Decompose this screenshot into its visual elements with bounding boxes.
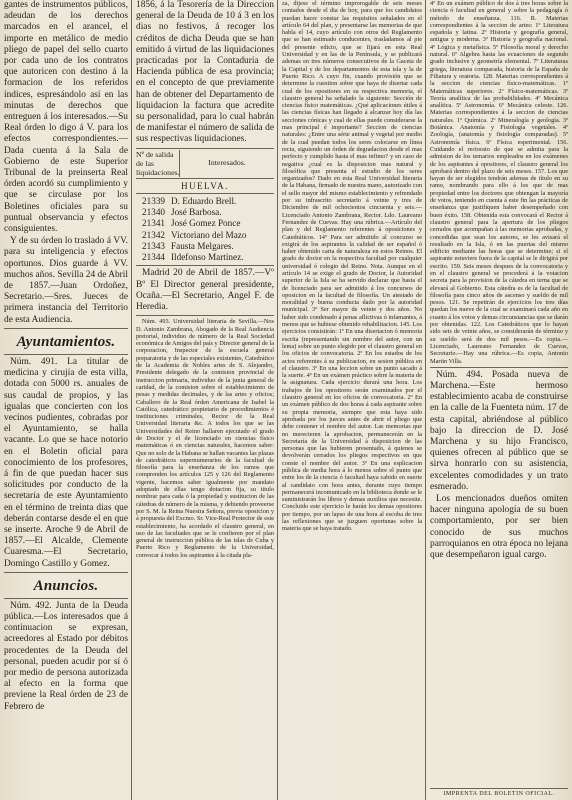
university-regulations-text: 4º En un exámen público de dos á tres horas sobre la ciencia ó facultad en general y sobre la pedagogía ó método de enseñanza. 116. R. Materias correspondientes á la seccion de artes: 1º Literatura española y latina. 2º Historia y geografía general, antigua y moderna. 3º Historia y geografía nacional. 4º Lógica y metafísica. 5º Filosofía moral y derecho natural. 6º Algebra hasta las ecuaciones de segundo grado inclusive y geometría elemental. 7º Literaturas griega, literatura comparada, historia de la España de Filiatura y oratoria. 128. Materias correspondientes á la seccion de ciencias físico-matemáticas. 1º Matemáticas superiores. 2º Físico-matemáticas. 3º Teoría analítica de las probabilidades. 4º Mecánica analítica. 5º Astronomía. 6º Mecánica celeste. 126. Materias correspondientes á la seccion de ciencias naturales. 1º Química. 2º Mineralogía y geología. 3º Botánica. Anatomía y Fisiología vegetales. 4º Zoología, (anatomía y fisiología comparadas). 5º Astronomía física. 6º Física esperimental. 156. Cuidando el rectorato de que se admita para la admision de los temarios empleados en los exámenes de los aspirantes á opositores, el claustro general los aprobará dentro del plazo de seis meses. 157. Los que hayan de ser elegidos tendrán ademas de título en su ramo, nombrando para ello á los que de mas propiedad entre los doctores que obtengan la mayoría de votos, teniendo en cuenta á este fin las prácticas de enseñanza que justifiquen haber desempeñado con buen éxito. 158. Obtenida esta convocará el Rector á claustro general para la apertura de los pliegos cerrados que acompañan á las memorias aprobadas, y concedidas que sean los autores, se les avisará el resultado en la Isla, ó en las puertas del mismo edificio mediante las horas que se determine; si el aspirante estuviere fuera de la capital se le dirigirá por escrito. 159. Seis meses despues de la convocatoria y en el claustro general se procederá á la votacion secreta para la provision de la cátedra en terna que se elevará al Gobierno. Esta cátedra es de la facultad de filosofía para cinco años de ascenso y sueldo de mil pesos. 121. Se repetirán de ejercicios los tres días quedan los nueve de la cual se examinará cada año en cuanto á los votos y demas circunstancias que se darán por obtenidas. 122. Los Catedráticos que lo hayan sido seis de veinte años, se considerarán de término y su sueldo será de dos mil pesos.—Es copia.—Licenciado, Laureano Fernandez de Cuevas, Secretario.—Hay una rúbrica.—Es copia, Antonio Martin Villa. <box>430 0 568 365</box>
decree-closing-text: Y de su órden lo traslado á VV. para su inteligencia y efectos oportunos. Dios guarde á VV. muchos años. Sevilla 24 de Abril de 1857.—Juan Ordoñez, Secretario.—Sres. Jueces de primera instancia del Territorio de esta Audiencia. <box>4 236 128 325</box>
column-3 <box>282 0 422 800</box>
column-divider <box>277 0 278 800</box>
table-row <box>136 252 274 263</box>
decree-text: gantes de instrumentos públicos, adeudan de los derechos marcados en el arancel, el importe en metálico de medio pliego de papel del sello cuarto por cada uno de los contratos que autoricen con destino á la formacion de los referidos índices, espresándolo así en las minutas de derechos que entreguen á los interesados.—Su Real órden lo digo á V. para los efectos correspondientes.— Dada cuenta á la Sala de Gobierno de este Superior Tribunal de la preinserta Real órden acordó su cumplimiento y que se circulase por los Boletines oficiales para su puntual observancia y efectos consiguientes. <box>4 0 128 235</box>
column-2 <box>136 0 274 800</box>
ayuntamiento-notice-491: Núm. 491. La titular de medicina y cirujía de esta villa, dotada con 5000 rs. anuales de sus caudal de propios, y las igualas que concierten con los vecinos pudientes, cobradas por el Ayuntamiento, se halla vacante. Lo que se hace notorio en el Boletin oficial para conocimiento de los profesores, á fin de que puedan hacer sus solicitudes por conducto de la secretaría de este Ayuntamiento en el término de treinta dias que deberán contarse desde el en que se inserte. Aroche 9 de Abril de 1857.—El Alcalde, Clemente Cuaresma.—El Secretario, Domingo Castillo y Gomez. <box>4 356 128 569</box>
deuda-notice-text: 1856, á la Tesorería de la Direccion general de la Deuda de 10 á 3 en los dias no festivos, á recoger los créditos de dicha Deuda que se han emitido á virtud de las liquidaciones practicadas por la Contaduría de Hacienda pública de esa provincia; en el concepto de que previamente han de obtener del Departamento de liquidacion la factura que acredite su personalidad, para lo cual habrán de manifestar el número de salida de sus respectivas liquidaciones. <box>136 0 274 145</box>
liquidation-number: 21340 <box>142 206 165 217</box>
liquidation-number: 21342 <box>142 229 165 240</box>
interested-name: D. Eduardo Brell. <box>171 195 237 206</box>
column-1 <box>4 0 128 800</box>
liquidation-number: 21344 <box>142 252 165 263</box>
printer-footer: IMPRENTA DEL BOLETIN OFICIAL. <box>430 788 568 797</box>
table-row <box>136 207 274 218</box>
separator <box>430 367 568 368</box>
interested-name: Ildefonso Martinez. <box>171 252 244 263</box>
separator <box>136 265 274 266</box>
liquidations-table-header <box>136 148 274 179</box>
madrid-signature-text: Madrid 20 de Abril de 1857.—Vº Bº El Director general presidente, Ocaña.—El Secretario, Angel F. de Heredia. <box>136 268 274 313</box>
separator <box>136 315 274 316</box>
section-title-ayuntamientos: Ayuntamientos. <box>16 333 116 350</box>
section-title-anuncios: Anuncios. <box>33 577 99 594</box>
university-notice-continued: za, dijese el término improrogable de seis meses contados desde el dia de hoy, para que los candidatos puedan hacer constar las requisitos señalados en el artículo 64 del plan, y presentarse las memorias de que habla el 14, cuyo artículo con otros del Reglamento que se han estimado conducentes, trasladamos al pie del presente edicto, que se fijará en esta Real Universidad y en las de la Península, y se publicará ademas en tres números consecutivos de la Gaceta de la Capital y de los departamentos de esta isla y la de Puerto Rico. A cuyo fin, cuando provisión que se determine la cuestion sobre que haya de disertar cada cual de los opositores en su respectiva memoria, el claustro general ha señalado la siguiente: Sección de ciencias físico matemáticas. ¿Qué aplicaciones útiles á las ciencias físicas han llegado á alcanzar hoy día las secciones cónicas y cual de ellas puede considerarse la mas principal é importante? Seccion de ciencias naturales: ¿Entre una série animal y vegetal por medio de la cual puedan todos los seres colocarse en línea recta, siguiendo un órden de degradacion desde el mas perfecto y cumplido hasta el mas infimo? y en caso de negativa ¿cual es la disposicion mas natural y filosófica que presenta el estudio de los seres organizados? Dado en esta Real Universidad literaria de la Habana, firmado de nuestra mano, autorizado con el sello mayor del mismo establecimiento y refrendado por su infrascrito secretario á veinte y tres de Diciembre de mil ochocientos cincuenta y seis.—Licenciado Antonio Zambrana, Rector. Ldo. Laureano Fernandez de Cuevas. Hay una rúbrica.—Artículo del plan y del Reglamento referentes á oposiciones y Catedráticos. 14º Para ser admitido al concurso se exigirá de los aspirantes la calidad de ser español ó haber obtenido carta de naturaleza en estos Reinos. El grado de doctor en la respectiva facultad por cualquier universidad ó colegio del Reino. Nota. Aunque en el artículo 14 se exige el grado de Doctor, la Autoridad superior de la Isla se ha servido declarar que basta el de licenciado para ser admitido á los concursos de oposicion en la facultad de filosofía. Un atestado de moralidad y buena conducta dado por la autoridad municipal. 3º Ser mayor de veinte y dos años. No haber sido condenado á penas aflictivas ó infamantes, á menos que se hubiese obtenido rehabilitacion. 145. Los ejercicios consistirán: 1º En una disertacion ó memoria escrita (representando sin nombre del autor, con un lema) sobre un punto elegido por el claustro general en los oficios de convocatoria. 2º En los estados de los actos referentes á su publicacion, en sesion pública en el claustro. 3º En una leccion sobre un punto sacado á la suerte. 4º En un exámen práctico sobre la materia de la asignatura. Cada ejercicio durará una hora. Los trabajos de los opositores serán examinados por el claustro general en los oficios de convocatoria. 2º En un exámen público de dos horas á cada aspirante sobre su propia memoria, siempre que esta haya sido aprobada por los jueces antes de abrir el pliego que debe contener el nombre del autor. Las memorias que no merecieren la aprobacion, permanecerán en la Secretaría de la Universidad á disposicion de las personas que las hubieren presentado, á quienes se devolverán cerrados los pliegos respectivos en que conste el nombre del autor. 3º En una esplicacion pública de media hora á lo menos sobre el punto que entre los de la ciencia ó facultad haya cabido en suerte al candidato con hora antes, durante cuyo tiempo permanecerá incomunicado en la biblioteca donde se le suministrarán los libros y demas auxilios que necesite. Concluido este ejercicio le harán los demas opositores por tiempo, por un lapso de una hora al escoba de tres las reflexiones que se juzguen oportunas sobre la materia que se haya tratado. <box>282 0 422 533</box>
interested-name: José Gomez Ponce <box>171 218 241 229</box>
separator <box>4 328 128 329</box>
separator <box>4 354 128 355</box>
interested-name: José Barbosa. <box>171 206 222 217</box>
table-row <box>136 230 274 241</box>
separator <box>4 572 128 573</box>
liquidation-number: 21341 <box>142 218 165 229</box>
anuncio-notice-492: Núm. 492. Junta de la Deuda pública.—Los interesados que á continuacion se expresan, acreedores al Estado por débitos procedentes de la Deuda del personal, pueden acudir por sí ó por medio de persona autorizada al efecto en la forma que previene la Real órden de 23 de Febrero de <box>4 600 128 712</box>
liquidation-number: 21339 <box>142 195 165 206</box>
header-interested: Interesados. <box>208 157 246 167</box>
column-divider <box>425 0 426 800</box>
university-notice-493: Núm. 493. Universidad literaria de Sevilla.—Nos D. Antonio Zambrana, Abogado de la Real Audiencia pretorial, individuo de número de la Real Sociedad económica de Amigos del país y Director general de la corporacion, Inspector de la escuela general preparatoria y de las especiales existentes, Catedrático de la Academia de Nobles artes de S. Alejandro, Presidente delegado de la comision provincial de instruccion primaria, individuo de la junta general de caridad, de la comision sobre el establecimiento de pesas y medidas decimales, y de las artes y oficios; Caballero de la Real órden Americana de Isabel la Católica, catedrático propietario de procedimientos é instituciones criminales, Rector de la Real Universidad literaria &c. A todos los que se las Universidades del Reino hallaren ejecutado el grado de Doctor y el de licenciado en ciencias físico matemáticas ó en ciencias naturales, hacemos saber: Que no solo de la Habana se hallan vacantes las plazas de catedráticos supernumerarios de la facultad de filosofía para la enseñanza de los ramos que comprenden los artículos 125 y 126 del Reglamento vigente, hacemos saber igualmente por mandato adoptado de ellas tengo dotacion fija, su titulo nombrar para cada ó la propiedad y sustitucion de las cátedras de número de la misma, y debiendo proveerse por S. M. la Reina Nuestra Señora, previa oposicion y á propuesta del Excmo. Sr. Vice-Real Protector de este establecimiento, ha acordado el claustro general, en uso de las facultades que se le confieren por el plan general de instruccion pública de las islas de Cuba y Puerto Rico y Reglamento de la Universidad, convocar á todos los aspirantes á la citada pla- <box>136 318 274 559</box>
header-liquidation-number: Nº de salida de las liquidaciones. <box>136 149 180 177</box>
liquidation-number: 21343 <box>142 240 165 251</box>
posada-notice-494: Núm. 494. Posada nueva de Marchena.—Este hermoso establecimiento acaba de construirse en la calle de la Fuenteta núm. 17 de esta capital, abriéndose al público bajo la direccion de D. José Marchena y su hijo Francisco, quienes ofrecen al público que se sirva honrarlo con su asistencia, excelentes comodidades y un trato esmerado. <box>430 369 568 492</box>
table-row <box>136 218 274 229</box>
place-heading: HUELVA. <box>181 180 229 191</box>
table-row <box>136 196 274 207</box>
column-divider <box>131 0 132 800</box>
table-row <box>136 241 274 252</box>
liquidations-table <box>136 196 274 264</box>
interested-name: Victoriano del Mazo <box>171 229 247 240</box>
separator <box>4 598 128 599</box>
posada-closing-text: Los mencionados dueños omiten hacer ninguna apología de su buen comportamiento, por ser bien conocido de sus muchos parroquianos en otra época no lejana que desempeñaron igual cargo. <box>430 494 568 561</box>
interested-name: Fausta Melgares. <box>171 240 234 251</box>
separator <box>136 193 274 194</box>
column-4 <box>430 0 568 800</box>
